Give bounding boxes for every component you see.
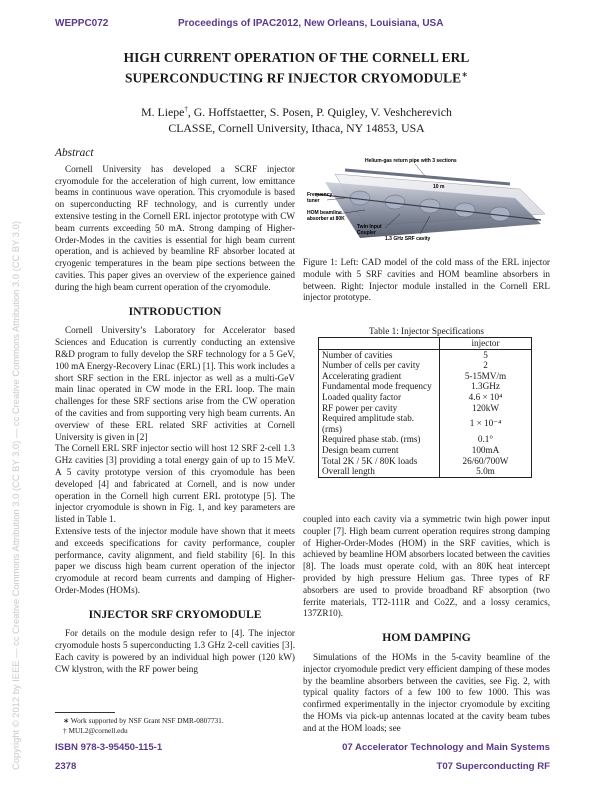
intro-paragraph-1: Cornell University’s Laboratory for Accelerator based Sciences and Education is currently conducting an extensive R&D program to fully develop the SRF technology for a 5 GeV, 100 mA Energy-Recovery Linac (ERL) [1]. This work includes a short SRF section in the ERL injector as well as a multi-GeV main linac operated in CW mode in the ERL loop. The main challenges for these SRF sections arise from the CW operation of the cavities and from supporting very high beam currents. An overview of these ERL related SRF activities at Cornell University is given in [2] xyxy=(55,325,295,442)
table-row: RF power per cavity 120kW xyxy=(319,403,532,414)
author-names: M. Liepe†, G. Hoffstaetter, S. Posen, P. Quigley, V. Veshcherevich xyxy=(141,104,452,119)
right-paragraph-1: coupled into each cavity via a symmetric twin high power input coupler [7]. High beam current operation requires strong damping of Higher-Order-Modes (HOM) in the SRF cavities, which is achieved by beamline HOM absorbers located between the cavities [8]. The loads must operate cold, with an 80K heat intercept provided by high pressure Helium gas. Three types of RF absorbers are used to provide broadband RF absorption (two ferrite materials, TT2-111R and Co2Z, and a lossy ceramics, 137ZR10). xyxy=(303,514,550,619)
introduction-heading: INTRODUCTION xyxy=(128,304,222,318)
running-header-id: WEPPC072 xyxy=(55,18,109,29)
left-column xyxy=(55,148,295,676)
footer-subtopic: T07 Superconducting RF xyxy=(436,761,550,772)
title-line-2: SUPERCONDUCTING RF INJECTOR CRYOMODULE∗ xyxy=(124,70,469,86)
table-row: Total 2K / 5K / 80K loads 26/60/700W xyxy=(319,456,532,467)
footnote-grant: ∗ Work supported by NSF Grant NSF DMR-0807731. xyxy=(63,716,224,725)
footnote-email: † MUL2@cornell.edu xyxy=(63,725,128,735)
figure-label-length: 10 m xyxy=(433,184,445,190)
footnotes xyxy=(55,716,295,735)
footnote-rule xyxy=(55,712,115,713)
right-column xyxy=(303,514,550,735)
table-row: Design beam current 100mA xyxy=(319,445,532,456)
figure-label-hom-line1: HOM beamline xyxy=(307,210,342,216)
figure-label-hom-line2: absorber at 80K xyxy=(307,216,345,222)
table-row: Number of cavities 5 xyxy=(319,349,532,360)
table-row: Required phase stab. (rms) 0.1° xyxy=(319,434,532,445)
author-block xyxy=(0,101,593,136)
figure-label-twin-line1: Twin Input xyxy=(357,224,382,230)
table-row: Overall length 5.0m xyxy=(319,466,532,477)
running-header-proceedings: Proceedings of IPAC2012, New Orleans, Louisiana, USA xyxy=(178,18,444,29)
table-header-row xyxy=(319,338,532,350)
author-footnote-mark: † xyxy=(184,105,188,113)
title-line-1: HIGH CURRENT OPERATION OF THE CORNELL ERL xyxy=(123,50,470,65)
footer-page-number: 2378 xyxy=(55,761,77,772)
table-row: Loaded quality factor 4.6 × 10⁴ xyxy=(319,392,532,403)
author-affiliation: CLASSE, Cornell University, Ithaca, NY 14853, USA xyxy=(168,120,425,135)
spec-table xyxy=(318,337,532,478)
table-caption: Table 1: Injector Specifications xyxy=(369,326,484,336)
abstract-text: Cornell University has developed a SCRF injector cryomodule for the acceleration of high current, low emittance beams in continuous wave operation. This cryomodule is based on superconducting RF technology, and is currently under extensive testing in the Cornell ERL injector prototype with CW beam currents exceeding 50 mA. Strong damping of Higher-Order-Modes in the cavities is essential for high beam current operation, and is achieved by beamline RF absorber located at cryogenic temperatures in the beam pipe sections between the cavities. This paper gives an overview of the experience gained during the high beam current operation of the cryomodule. xyxy=(55,163,295,292)
intro-paragraph-3: Extensive tests of the injector module have shown that it meets and exceeds specifications for cavity performance, coupler performance, cavity alignment, and field stability [6]. In this paper we discuss high beam current operation of the injector cryomodule at record beam currents and damping of Higher-Order-Modes (HOMs). xyxy=(55,525,295,595)
table-row: Required amplitude stab. (rms) 1 × 10⁻⁴ xyxy=(319,413,532,434)
copyright-watermark: Copyright © 2012 by IEEE — cc Creative Commons Attribution 3.0 (CC BY 3.0) — cc Creative Commons Attribution 3.0 (CC BY 3.0) xyxy=(10,221,21,770)
figure-label-twin-line2: Coupler xyxy=(357,230,376,236)
table-row: Fundamental mode frequency 1.3GHz xyxy=(319,381,532,392)
figure-label-frequency: Frequency xyxy=(307,192,333,198)
paper-title xyxy=(0,49,593,86)
table-column-header: injector xyxy=(440,338,532,350)
figure-label-cavity: 1.3 GHz SRF cavity xyxy=(385,236,431,242)
figure-label-tuner: tuner xyxy=(307,198,320,204)
abstract-heading: Abstract xyxy=(55,147,94,159)
title-footnote-mark: ∗ xyxy=(461,70,469,79)
figure-label-helium-pipe: Helium-gas return pipe with 3 sections xyxy=(365,158,457,164)
figure-caption: Figure 1: Left: CAD model of the cold mass of the ERL injector module with 5 SRF cavities and HOM beamline absorbers in between. Right: Injector module installed in the Cornell ERL injector prototype. xyxy=(303,257,550,303)
footer-isbn: ISBN 978-3-95450-115-1 xyxy=(55,742,163,753)
hom-heading: HOM DAMPING xyxy=(382,631,471,645)
intro-paragraph-2: The Cornell ERL SRF injector sectio will host 12 SRF 2-cell 1.3 GHz cavities [3] providing a total energy gain of up to 15 MeV. A 5 cavity prototype version of this cryomodule has been developed [4] and fabricated at Cornell, and is now under operation in the Cornell high current ERL prototype [5]. The injector cryomodule is shown in Fig. 1, and key parameters are listed in Table 1. xyxy=(55,443,295,525)
injector-paragraph-1: For details on the module design refer to [4]. The injector cryomodule hosts 5 superconducting 1.3 GHz 2-cell cavities [3]. Each cavity is powered by an individual high power (120 kW) CW klystron, with the RF power being xyxy=(55,628,295,674)
table-row: Number of cells per cavity 2 xyxy=(319,360,532,371)
figure-cryomodule-cad xyxy=(305,154,549,250)
hom-paragraph-1: Simulations of the HOMs in the 5-cavity beamline of the injector cryomodule predict very efficient damping of these modes by the beamline absorbers between the cavities, see Fig. 2, with typical quality factors of a few 100 to few 1000. This was confirmed experimentally in the injector cryomodule by exciting the HOMs via pick-up antennas located at the cavity beam tubes and at the HOM loads; see xyxy=(303,651,550,733)
footer-topic: 07 Accelerator Technology and Main Systems xyxy=(342,742,550,753)
table-row: Accelerating gradient 5-15MV/m xyxy=(319,371,532,382)
injector-heading: INJECTOR SRF CRYOMODULE xyxy=(88,607,262,621)
